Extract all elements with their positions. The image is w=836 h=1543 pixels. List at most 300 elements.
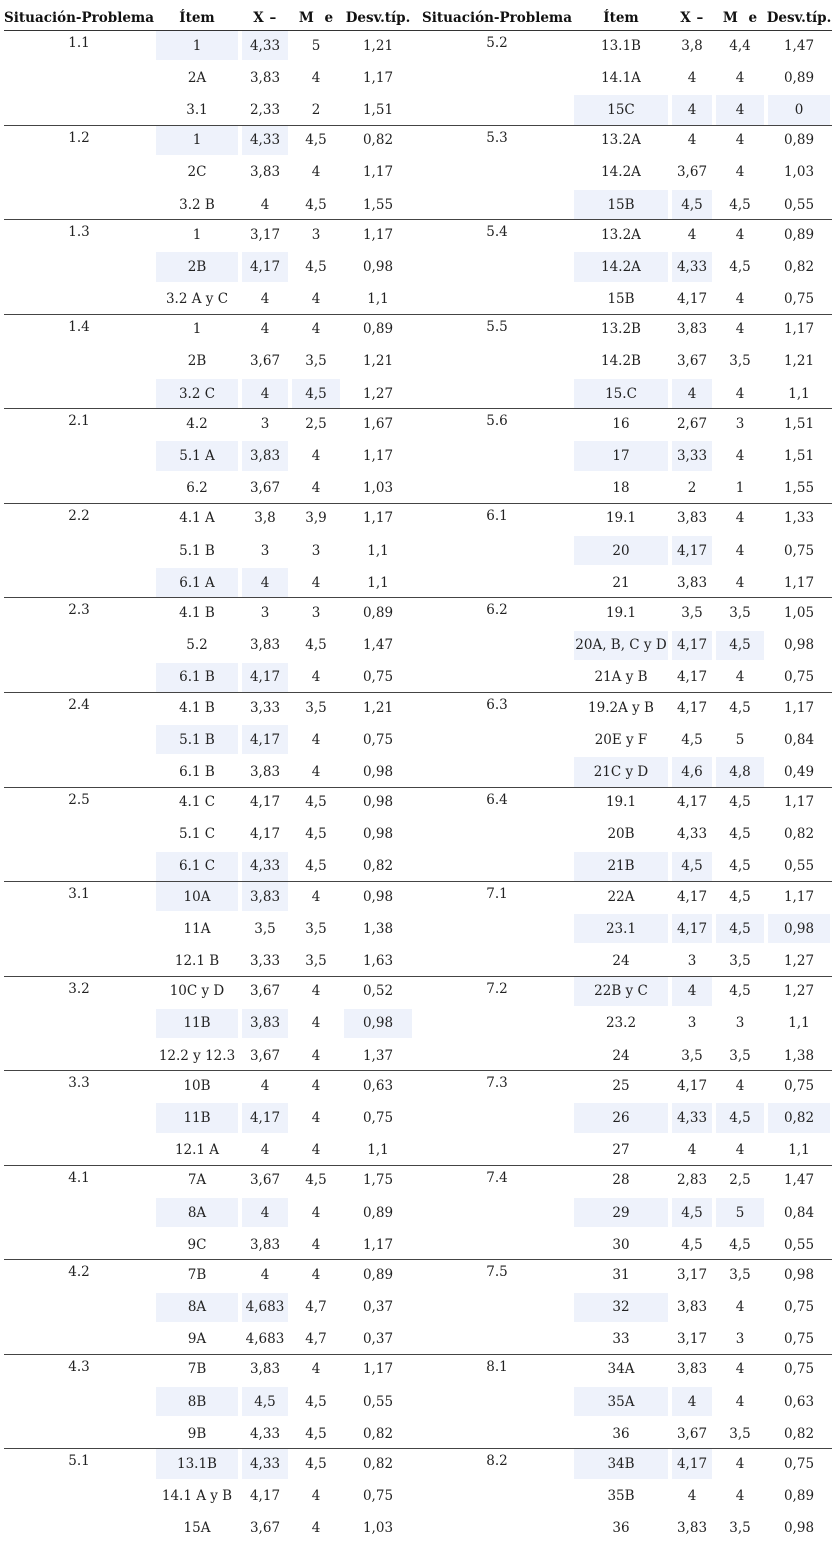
median-cell: 4,5 [714, 629, 766, 661]
std-dev-cell: 1,17 [342, 503, 414, 534]
mean-cell: 3 [240, 535, 290, 567]
std-dev-cell: 0,98 [766, 1512, 832, 1543]
column-gap [414, 1386, 422, 1418]
mean-cell: 4,33 [240, 1449, 290, 1480]
situacion-problema-cell: 8.1 [422, 1354, 572, 1385]
std-dev-cell: 0,75 [766, 1449, 832, 1480]
table-row [4, 251, 832, 283]
median-cell: 2 [290, 94, 342, 125]
std-dev-cell: 0,55 [766, 188, 832, 219]
item-cell: 19.2A y B [572, 692, 670, 723]
std-dev-cell: 0,75 [342, 661, 414, 692]
mean-cell: 4,683 [240, 1323, 290, 1354]
table-row [4, 503, 832, 534]
column-gap [414, 283, 422, 314]
table-row [4, 345, 832, 377]
situacion-problema-cell [4, 156, 154, 188]
mean-cell: 3,83 [670, 1512, 714, 1543]
mean-cell: 4,17 [670, 629, 714, 661]
situacion-problema-cell [4, 1418, 154, 1449]
situacion-problema-cell: 6.3 [422, 692, 572, 723]
column-gap [414, 535, 422, 567]
column-gap [414, 1480, 422, 1512]
median-cell: 3,5 [290, 945, 342, 976]
item-cell: 14.2A [572, 156, 670, 188]
std-dev-cell: 1,1 [342, 283, 414, 314]
std-dev-cell: 1,75 [342, 1165, 414, 1196]
header-item: Ítem [572, 6, 670, 31]
item-cell: 1 [154, 314, 240, 345]
item-cell: 7B [154, 1354, 240, 1385]
std-dev-cell: 1,17 [766, 314, 832, 345]
situacion-problema-cell [422, 1480, 572, 1512]
median-cell: 4,5 [714, 251, 766, 283]
column-gap [414, 1449, 422, 1480]
column-gap [414, 314, 422, 345]
table-body [4, 31, 832, 1543]
situacion-problema-cell [4, 1040, 154, 1071]
std-dev-cell: 0,82 [766, 1102, 832, 1134]
median-cell: 4,5 [290, 1165, 342, 1196]
std-dev-cell: 0,82 [342, 850, 414, 881]
median-cell: 4,5 [714, 882, 766, 913]
item-cell: 19.1 [572, 598, 670, 629]
std-dev-cell: 0,75 [766, 1071, 832, 1102]
column-gap [414, 661, 422, 692]
median-cell: 4 [714, 378, 766, 409]
situacion-problema-cell [4, 1291, 154, 1323]
header-situacion-problema: Situación-Problema [422, 6, 572, 31]
mean-cell: 3,17 [670, 1260, 714, 1291]
std-dev-cell: 1,47 [766, 1165, 832, 1196]
median-cell: 4 [290, 1071, 342, 1102]
situacion-problema-cell [4, 1229, 154, 1260]
situacion-problema-cell [4, 251, 154, 283]
situacion-problema-cell [4, 283, 154, 314]
median-cell: 3,5 [714, 598, 766, 629]
mean-cell: 3,83 [240, 1229, 290, 1260]
std-dev-cell: 1,03 [342, 472, 414, 503]
mean-cell: 3,83 [670, 503, 714, 534]
situacion-problema-cell: 6.4 [422, 787, 572, 818]
column-gap [414, 1102, 422, 1134]
situacion-problema-cell [422, 283, 572, 314]
situacion-problema-cell: 3.2 [4, 976, 154, 1007]
median-cell: 4,5 [290, 818, 342, 850]
item-cell: 12.2 y 12.3 [154, 1040, 240, 1071]
std-dev-cell: 1,27 [766, 976, 832, 1007]
std-dev-cell: 0,75 [766, 1354, 832, 1385]
mean-cell: 3,67 [670, 345, 714, 377]
table-row [4, 62, 832, 94]
median-cell: 4 [714, 535, 766, 567]
mean-cell: 4,5 [670, 1196, 714, 1228]
std-dev-cell: 1,17 [766, 882, 832, 913]
situacion-problema-cell: 1.1 [4, 31, 154, 62]
item-cell: 13.2B [572, 314, 670, 345]
median-cell: 4 [714, 314, 766, 345]
std-dev-cell: 0,75 [766, 661, 832, 692]
std-dev-cell: 0,82 [342, 125, 414, 156]
item-cell: 31 [572, 1260, 670, 1291]
header-situacion-problema: Situación-Problema [4, 6, 154, 31]
item-cell: 34B [572, 1449, 670, 1480]
item-cell: 6.1 A [154, 567, 240, 598]
item-cell: 11B [154, 1007, 240, 1039]
header-median: M e [290, 6, 342, 31]
column-gap [414, 472, 422, 503]
median-cell: 4 [290, 156, 342, 188]
median-cell: 4,5 [714, 1102, 766, 1134]
median-cell: 4,8 [714, 756, 766, 787]
median-cell: 3 [714, 409, 766, 440]
std-dev-cell: 1,47 [342, 629, 414, 661]
situacion-problema-cell [422, 661, 572, 692]
item-cell: 5.2 [154, 629, 240, 661]
column-gap [414, 1040, 422, 1071]
mean-cell: 4 [240, 314, 290, 345]
std-dev-cell: 0,75 [766, 1323, 832, 1354]
item-cell: 3.2 B [154, 188, 240, 219]
mean-cell: 3,67 [240, 1165, 290, 1196]
item-cell: 6.1 B [154, 756, 240, 787]
median-cell: 3 [290, 220, 342, 251]
mean-cell: 4 [240, 283, 290, 314]
table-row [4, 724, 832, 756]
header-std-dev: Desv.típ. [342, 6, 414, 31]
std-dev-cell: 1,37 [342, 1040, 414, 1071]
item-cell: 36 [572, 1512, 670, 1543]
situacion-problema-cell [4, 1134, 154, 1165]
header-row [4, 6, 832, 31]
median-cell: 4 [714, 220, 766, 251]
table-row [4, 535, 832, 567]
std-dev-cell: 1,33 [766, 503, 832, 534]
item-cell: 10C y D [154, 976, 240, 1007]
item-cell: 2B [154, 345, 240, 377]
mean-cell: 4,17 [670, 692, 714, 723]
column-gap [414, 1165, 422, 1196]
item-cell: 28 [572, 1165, 670, 1196]
std-dev-cell: 0,98 [342, 1007, 414, 1039]
median-cell: 4,5 [290, 251, 342, 283]
mean-cell: 4,17 [670, 1449, 714, 1480]
mean-cell: 3,83 [240, 156, 290, 188]
std-dev-cell: 0,98 [766, 913, 832, 945]
median-cell: 4,5 [290, 188, 342, 219]
mean-cell: 3,83 [240, 629, 290, 661]
median-cell: 5 [290, 31, 342, 62]
median-cell: 3 [290, 598, 342, 629]
mean-cell: 4 [670, 1480, 714, 1512]
table-row [4, 661, 832, 692]
std-dev-cell: 1,1 [766, 1134, 832, 1165]
table-row [4, 283, 832, 314]
std-dev-cell: 0,98 [342, 251, 414, 283]
item-cell: 15B [572, 283, 670, 314]
median-cell: 3,5 [714, 945, 766, 976]
situacion-problema-cell [422, 1196, 572, 1228]
item-cell: 1 [154, 125, 240, 156]
column-gap [414, 1134, 422, 1165]
mean-cell: 4,17 [670, 913, 714, 945]
std-dev-cell: 1,21 [342, 692, 414, 723]
median-cell: 4 [290, 976, 342, 1007]
item-cell: 16 [572, 409, 670, 440]
mean-cell: 2,33 [240, 94, 290, 125]
std-dev-cell: 0,82 [766, 1418, 832, 1449]
mean-cell: 4 [240, 1260, 290, 1291]
std-dev-cell: 0,89 [342, 1260, 414, 1291]
table-row [4, 1071, 832, 1102]
mean-cell: 4 [670, 378, 714, 409]
mean-cell: 4,17 [240, 1102, 290, 1134]
mean-cell: 3,8 [240, 503, 290, 534]
mean-cell: 4,5 [670, 1229, 714, 1260]
mean-cell: 4 [670, 1386, 714, 1418]
median-cell: 5 [714, 1196, 766, 1228]
std-dev-cell: 0,82 [342, 1418, 414, 1449]
item-cell: 27 [572, 1134, 670, 1165]
item-cell: 33 [572, 1323, 670, 1354]
item-cell: 13.1B [572, 31, 670, 62]
std-dev-cell: 0,89 [766, 62, 832, 94]
situacion-problema-cell: 2.5 [4, 787, 154, 818]
header-median: M e [714, 6, 766, 31]
column-gap [414, 188, 422, 219]
item-cell: 9A [154, 1323, 240, 1354]
mean-cell: 4 [670, 62, 714, 94]
std-dev-cell: 0,75 [342, 1102, 414, 1134]
mean-cell: 4,17 [240, 661, 290, 692]
column-gap [414, 1291, 422, 1323]
item-cell: 6.1 B [154, 661, 240, 692]
situacion-problema-cell: 6.2 [422, 598, 572, 629]
table-row [4, 1196, 832, 1228]
column-gap [414, 156, 422, 188]
median-cell: 4 [290, 1196, 342, 1228]
std-dev-cell: 0,49 [766, 756, 832, 787]
mean-cell: 4,17 [670, 1071, 714, 1102]
median-cell: 4 [714, 567, 766, 598]
median-cell: 4 [290, 567, 342, 598]
situacion-problema-cell: 4.2 [4, 1260, 154, 1291]
column-gap [414, 882, 422, 913]
situacion-problema-cell [4, 913, 154, 945]
table-row [4, 818, 832, 850]
item-cell: 35A [572, 1386, 670, 1418]
header-item: Ítem [154, 6, 240, 31]
median-cell: 4 [714, 1480, 766, 1512]
item-cell: 8A [154, 1196, 240, 1228]
column-gap [414, 31, 422, 62]
item-cell: 11B [154, 1102, 240, 1134]
mean-cell: 4 [670, 220, 714, 251]
item-cell: 5.1 C [154, 818, 240, 850]
situacion-problema-cell: 5.2 [422, 31, 572, 62]
situacion-problema-cell [4, 94, 154, 125]
item-cell: 25 [572, 1071, 670, 1102]
median-cell: 4,5 [714, 787, 766, 818]
std-dev-cell: 0,89 [766, 125, 832, 156]
std-dev-cell: 1,03 [342, 1512, 414, 1543]
column-gap [414, 976, 422, 1007]
column-gap [414, 1418, 422, 1449]
median-cell: 4,5 [290, 629, 342, 661]
std-dev-cell: 1,17 [342, 440, 414, 472]
table-row [4, 440, 832, 472]
column-gap [414, 440, 422, 472]
mean-cell: 4,5 [240, 1386, 290, 1418]
std-dev-cell: 0,89 [766, 220, 832, 251]
std-dev-cell: 0,82 [766, 818, 832, 850]
item-cell: 7A [154, 1165, 240, 1196]
item-cell: 13.1B [154, 1449, 240, 1480]
item-cell: 3.1 [154, 94, 240, 125]
std-dev-cell: 1,17 [342, 1229, 414, 1260]
median-cell: 4,5 [714, 850, 766, 881]
table-row [4, 220, 832, 251]
situacion-problema-cell [422, 62, 572, 94]
std-dev-cell: 1,21 [766, 345, 832, 377]
mean-cell: 3,83 [670, 314, 714, 345]
std-dev-cell: 0,82 [342, 1449, 414, 1480]
std-dev-cell: 1,17 [766, 787, 832, 818]
item-cell: 6.1 C [154, 850, 240, 881]
column-gap [414, 125, 422, 156]
item-cell: 15C [572, 94, 670, 125]
situacion-problema-cell: 5.5 [422, 314, 572, 345]
mean-cell: 3,83 [240, 440, 290, 472]
situacion-problema-cell: 1.4 [4, 314, 154, 345]
table-row [4, 1512, 832, 1543]
std-dev-cell: 1,63 [342, 945, 414, 976]
situacion-problema-cell [422, 945, 572, 976]
situacion-problema-cell [422, 94, 572, 125]
item-cell: 12.1 B [154, 945, 240, 976]
median-cell: 4 [290, 1480, 342, 1512]
item-cell: 15.C [572, 378, 670, 409]
median-cell: 4 [290, 1007, 342, 1039]
table-row [4, 1040, 832, 1071]
median-cell: 3 [714, 1007, 766, 1039]
median-cell: 4 [290, 1354, 342, 1385]
mean-cell: 3,33 [670, 440, 714, 472]
situacion-problema-cell [4, 724, 154, 756]
column-gap [414, 692, 422, 723]
column-gap [414, 598, 422, 629]
mean-cell: 4 [240, 188, 290, 219]
table-row [4, 756, 832, 787]
median-cell: 5 [714, 724, 766, 756]
median-cell: 4 [714, 1071, 766, 1102]
situacion-problema-cell [422, 850, 572, 881]
std-dev-cell: 0,55 [342, 1386, 414, 1418]
median-cell: 4 [290, 1040, 342, 1071]
mean-cell: 4,33 [240, 31, 290, 62]
median-cell: 4 [714, 1386, 766, 1418]
column-gap [414, 1512, 422, 1543]
situacion-problema-cell: 7.4 [422, 1165, 572, 1196]
item-cell: 24 [572, 945, 670, 976]
table-row [4, 882, 832, 913]
table-row [4, 409, 832, 440]
std-dev-cell: 1,1 [342, 1134, 414, 1165]
situacion-problema-cell [422, 156, 572, 188]
mean-cell: 4,17 [670, 787, 714, 818]
column-gap [414, 629, 422, 661]
std-dev-cell: 0,98 [342, 818, 414, 850]
mean-cell: 3 [240, 409, 290, 440]
median-cell: 4,7 [290, 1323, 342, 1354]
mean-cell: 4,33 [240, 850, 290, 881]
median-cell: 2,5 [714, 1165, 766, 1196]
std-dev-cell: 0,55 [766, 850, 832, 881]
column-gap [414, 1007, 422, 1039]
situacion-problema-cell [422, 188, 572, 219]
mean-cell: 3,83 [670, 567, 714, 598]
mean-cell: 4 [240, 567, 290, 598]
std-dev-cell: 0,75 [766, 1291, 832, 1323]
median-cell: 4 [714, 1291, 766, 1323]
mean-cell: 3,67 [240, 345, 290, 377]
situacion-problema-cell [422, 1229, 572, 1260]
column-gap [414, 1229, 422, 1260]
item-cell: 19.1 [572, 787, 670, 818]
std-dev-cell: 1,17 [766, 692, 832, 723]
column-gap [414, 724, 422, 756]
mean-cell: 4,17 [670, 882, 714, 913]
item-cell: 36 [572, 1418, 670, 1449]
median-cell: 4,5 [714, 976, 766, 1007]
situacion-problema-cell [4, 661, 154, 692]
median-cell: 4 [290, 1102, 342, 1134]
table-row [4, 1480, 832, 1512]
mean-cell: 3,67 [670, 1418, 714, 1449]
mean-cell: 3,83 [240, 756, 290, 787]
table-row [4, 1354, 832, 1385]
std-dev-cell: 0,89 [342, 314, 414, 345]
column-gap [414, 1354, 422, 1385]
table-row [4, 1418, 832, 1449]
item-cell: 8A [154, 1291, 240, 1323]
mean-cell: 3,67 [240, 1512, 290, 1543]
item-cell: 35B [572, 1480, 670, 1512]
std-dev-cell: 1,51 [342, 94, 414, 125]
item-cell: 14.1A [572, 62, 670, 94]
table-row [4, 1102, 832, 1134]
median-cell: 4,5 [290, 850, 342, 881]
item-cell: 13.2A [572, 125, 670, 156]
situacion-problema-cell [4, 756, 154, 787]
median-cell: 4 [714, 283, 766, 314]
median-cell: 4,5 [290, 787, 342, 818]
median-cell: 4,5 [290, 125, 342, 156]
std-dev-cell: 1,1 [766, 378, 832, 409]
item-cell: 3.2 C [154, 378, 240, 409]
median-cell: 4 [290, 882, 342, 913]
std-dev-cell: 1,1 [342, 535, 414, 567]
column-gap [414, 251, 422, 283]
situacion-problema-cell [422, 472, 572, 503]
mean-cell: 4,17 [670, 535, 714, 567]
table-row [4, 976, 832, 1007]
situacion-problema-cell [4, 1512, 154, 1543]
column-gap [414, 1071, 422, 1102]
item-cell: 20A, B, C y D [572, 629, 670, 661]
column-gap [414, 1260, 422, 1291]
situacion-problema-cell [422, 1291, 572, 1323]
